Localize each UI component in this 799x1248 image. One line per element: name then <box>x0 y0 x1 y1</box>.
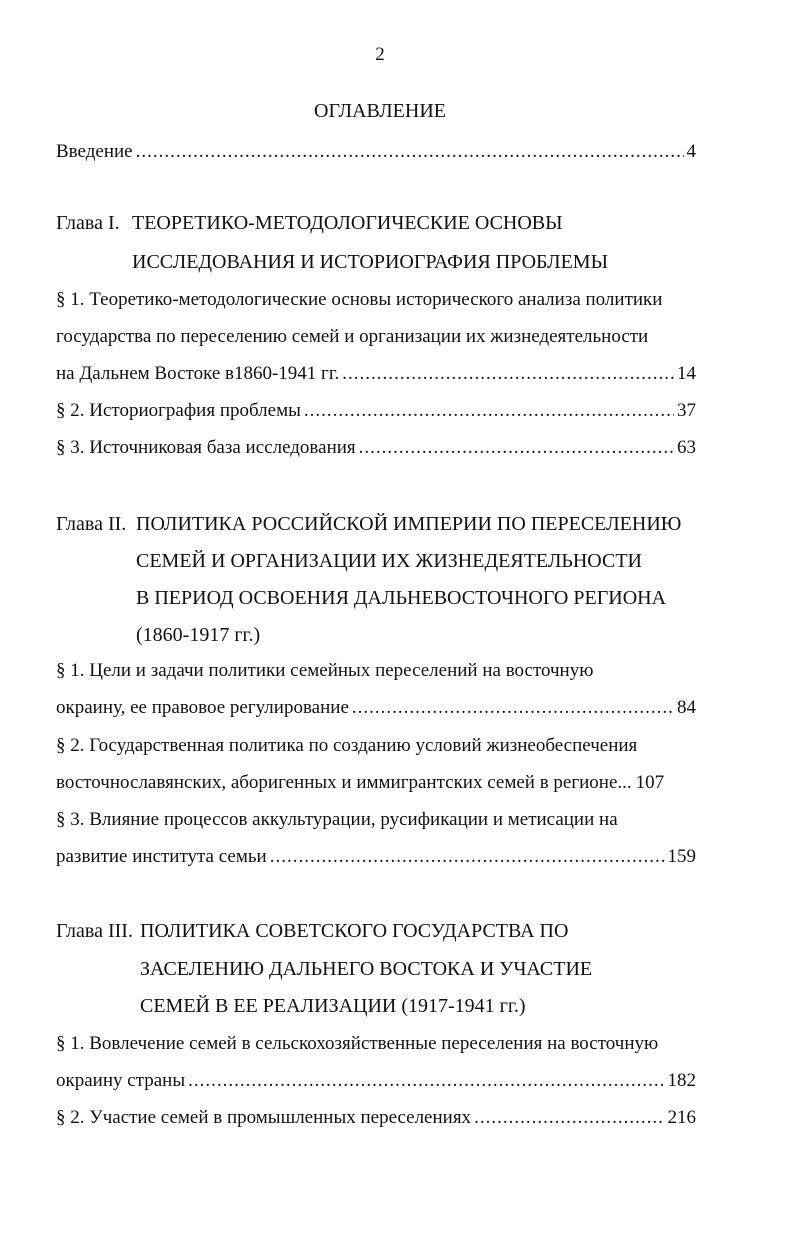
toc-entry-page: 84 <box>677 697 696 718</box>
chapter-2-heading: (1860-1917 гг.) <box>136 624 261 646</box>
toc-entry-3-1 <box>56 1070 696 1092</box>
toc-entry-label: § 2. Историография проблемы <box>56 400 301 421</box>
section-2-2-line: § 2. Государственная политика по созданию условий жизнеобеспечения <box>56 735 638 756</box>
chapter-1-prefix: Глава I. <box>56 212 120 234</box>
toc-entry-page: 4 <box>686 141 696 162</box>
dot-leader <box>474 1107 664 1129</box>
toc-entry-page: 63 <box>677 437 696 458</box>
toc-entry-2-3 <box>56 846 696 868</box>
chapter-3-prefix: Глава III. <box>56 920 133 942</box>
chapter-2-heading: СЕМЕЙ И ОРГАНИЗАЦИИ ИХ ЖИЗНЕДЕЯТЕЛЬНОСТИ <box>136 550 642 572</box>
toc-entry-label: восточнославянских, аборигенных и иммигрантских семей в регионе... <box>56 772 632 793</box>
toc-entry-1-3 <box>56 437 696 459</box>
dot-leader <box>136 141 684 163</box>
dot-leader <box>352 697 674 719</box>
dot-leader <box>188 1070 664 1092</box>
toc-entry-label: на Дальнем Востоке в1860-1941 гг. <box>56 363 340 384</box>
section-2-3-line: § 3. Влияние процессов аккультурации, русификации и метисации на <box>56 809 618 830</box>
toc-entry-label: окраину страны <box>56 1070 186 1091</box>
chapter-3-heading: ПОЛИТИКА СОВЕТСКОГО ГОСУДАРСТВА ПО <box>140 920 569 942</box>
section-1-1-line: государства по переселению семей и организации их жизнедеятельности <box>56 326 649 347</box>
toc-entry-page: 182 <box>667 1070 696 1091</box>
toc-entry-label: § 2. Участие семей в промышленных переселениях <box>56 1107 472 1128</box>
chapter-1-heading: ТЕОРЕТИКО-МЕТОДОЛОГИЧЕСКИЕ ОСНОВЫ <box>132 212 563 234</box>
page-number: 2 <box>375 44 385 65</box>
toc-entry-page: 107 <box>635 772 665 793</box>
toc-entry-2-2 <box>56 772 696 794</box>
chapter-2-heading: ПОЛИТИКА РОССИЙСКОЙ ИМПЕРИИ ПО ПЕРЕСЕЛЕНИЮ <box>136 513 682 535</box>
toc-entry-page: 37 <box>677 400 696 421</box>
toc-entry-label: Введение <box>56 141 133 162</box>
toc-entry-label: § 3. Источниковая база исследования <box>56 437 356 458</box>
chapter-2-prefix: Глава II. <box>56 513 127 535</box>
section-3-1-line: § 1. Вовлечение семей в сельскохозяйственные переселения на восточную <box>56 1033 659 1054</box>
dot-leader <box>342 363 674 385</box>
chapter-1-heading: ИССЛЕДОВАНИЯ И ИСТОРИОГРАФИЯ ПРОБЛЕМЫ <box>132 251 609 273</box>
toc-entry-2-1 <box>56 697 696 719</box>
dot-leader <box>270 846 665 868</box>
toc-entry-page: 216 <box>667 1107 696 1128</box>
toc-entry-3-2 <box>56 1107 696 1129</box>
toc-entry-intro <box>56 141 696 163</box>
toc-entry-page: 159 <box>667 846 696 867</box>
toc-entry-label: развитие института семьи <box>56 846 267 867</box>
toc-entry-label: окраину, ее правовое регулирование <box>56 697 349 718</box>
dot-leader <box>304 400 674 422</box>
section-1-1-line: § 1. Теоретико-методологические основы исторического анализа политики <box>56 289 663 310</box>
chapter-3-heading: ЗАСЕЛЕНИЮ ДАЛЬНЕГО ВОСТОКА И УЧАСТИЕ <box>140 958 593 980</box>
chapter-2-heading: В ПЕРИОД ОСВОЕНИЯ ДАЛЬНЕВОСТОЧНОГО РЕГИОНА <box>136 587 667 609</box>
toc-entry-page: 14 <box>677 363 696 384</box>
toc-entry-1-1 <box>56 363 696 385</box>
dot-leader <box>359 437 674 459</box>
section-2-1-line: § 1. Цели и задачи политики семейных переселений на восточную <box>56 660 594 681</box>
toc-title: ОГЛАВЛЕНИЕ <box>314 100 446 122</box>
chapter-3-heading: СЕМЕЙ В ЕЕ РЕАЛИЗАЦИИ (1917-1941 гг.) <box>140 995 526 1017</box>
toc-entry-1-2 <box>56 400 696 422</box>
